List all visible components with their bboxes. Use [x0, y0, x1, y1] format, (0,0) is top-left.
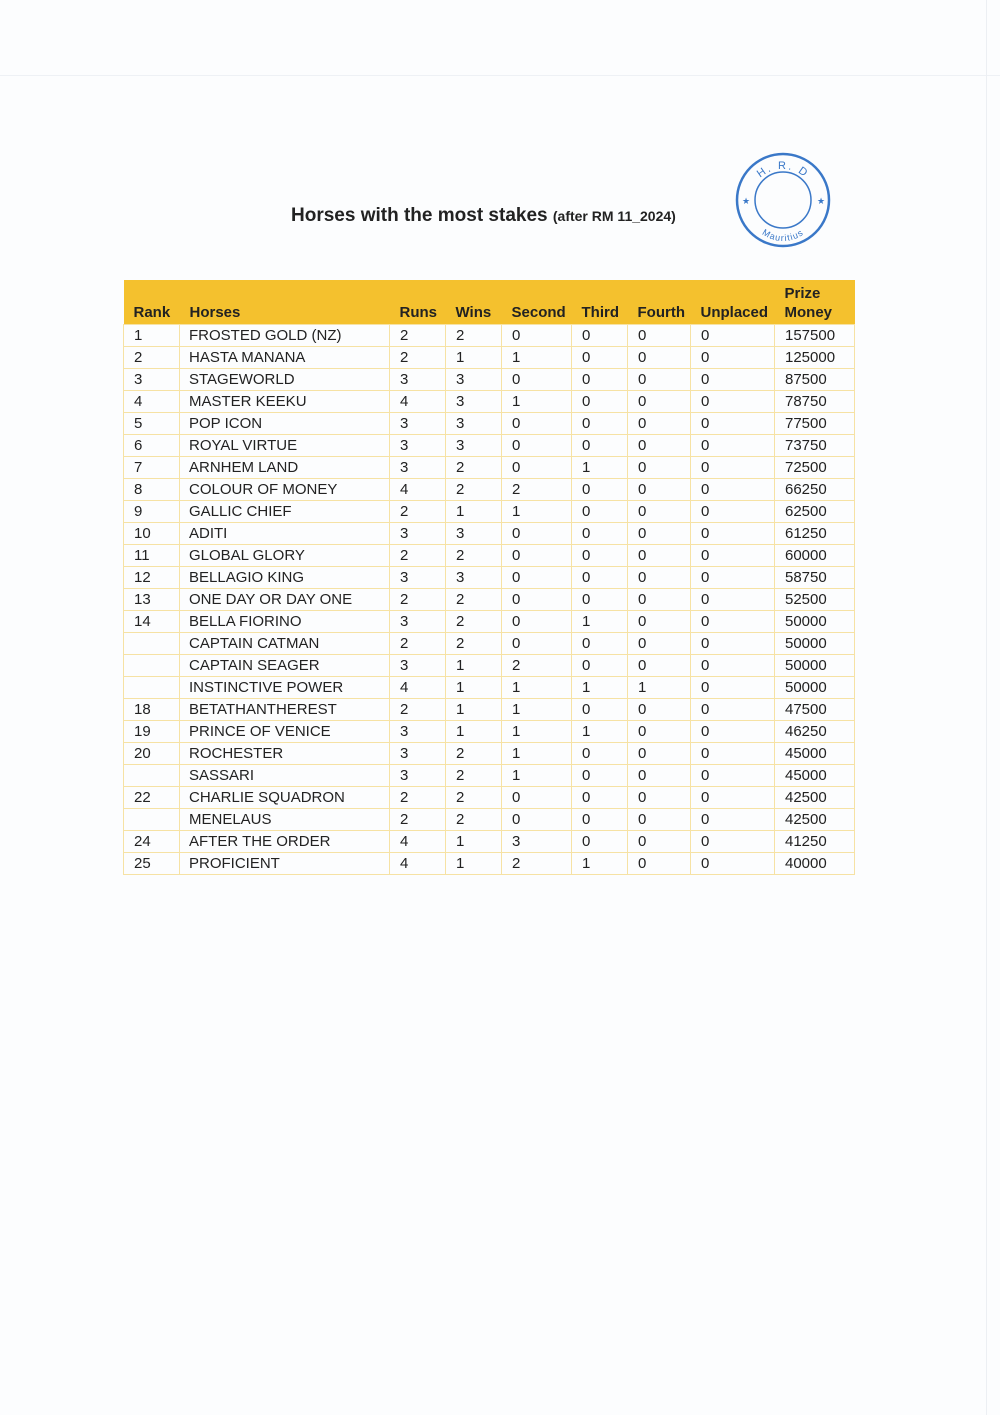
cell-runs: 2 [390, 699, 446, 721]
cell-unplaced: 0 [691, 633, 775, 655]
table-row [124, 325, 855, 347]
cell-unplaced: 0 [691, 369, 775, 391]
cell-rank: 10 [124, 523, 180, 545]
cell-second: 0 [502, 787, 572, 809]
cell-runs: 2 [390, 633, 446, 655]
cell-wins: 2 [446, 479, 502, 501]
table-row [124, 523, 855, 545]
cell-prize-money: 125000 [775, 347, 855, 369]
cell-wins: 3 [446, 567, 502, 589]
cell-horse: ARNHEM LAND [180, 457, 390, 479]
cell-horse: BETATHANTHEREST [180, 699, 390, 721]
cell-second: 0 [502, 611, 572, 633]
header-horses: Horses [180, 280, 390, 325]
cell-fourth: 0 [628, 809, 691, 831]
cell-rank: 13 [124, 589, 180, 611]
cell-wins: 2 [446, 633, 502, 655]
cell-rank: 25 [124, 853, 180, 875]
cell-horse: CHARLIE SQUADRON [180, 787, 390, 809]
cell-prize-money: 42500 [775, 809, 855, 831]
cell-rank: 1 [124, 325, 180, 347]
cell-second: 1 [502, 347, 572, 369]
cell-rank: 2 [124, 347, 180, 369]
table-row [124, 567, 855, 589]
header-fourth: Fourth [628, 280, 691, 325]
cell-wins: 2 [446, 457, 502, 479]
cell-third: 1 [572, 853, 628, 875]
cell-second: 2 [502, 479, 572, 501]
cell-unplaced: 0 [691, 743, 775, 765]
cell-rank: 8 [124, 479, 180, 501]
header-prize-line2: Money [784, 304, 833, 321]
cell-third: 0 [572, 391, 628, 413]
cell-fourth: 0 [628, 523, 691, 545]
cell-third: 0 [572, 567, 628, 589]
cell-rank [124, 677, 180, 699]
cell-horse: MENELAUS [180, 809, 390, 831]
cell-unplaced: 0 [691, 435, 775, 457]
cell-third: 1 [572, 611, 628, 633]
cell-runs: 3 [390, 523, 446, 545]
header-rank: Rank [124, 280, 180, 325]
stamp-text-top: H. R. D [754, 160, 812, 181]
cell-prize-money: 50000 [775, 655, 855, 677]
cell-fourth: 0 [628, 369, 691, 391]
cell-prize-money: 50000 [775, 677, 855, 699]
cell-fourth: 0 [628, 391, 691, 413]
cell-second: 0 [502, 809, 572, 831]
cell-third: 0 [572, 809, 628, 831]
header-unplaced: Unplaced [691, 280, 775, 325]
table-row [124, 699, 855, 721]
cell-prize-money: 41250 [775, 831, 855, 853]
cell-fourth: 1 [628, 677, 691, 699]
cell-wins: 2 [446, 787, 502, 809]
cell-prize-money: 45000 [775, 743, 855, 765]
table-row [124, 347, 855, 369]
cell-third: 0 [572, 435, 628, 457]
cell-rank: 20 [124, 743, 180, 765]
cell-prize-money: 87500 [775, 369, 855, 391]
svg-text:★: ★ [742, 196, 751, 206]
cell-fourth: 0 [628, 567, 691, 589]
cell-fourth: 0 [628, 479, 691, 501]
cell-rank [124, 633, 180, 655]
cell-runs: 3 [390, 413, 446, 435]
cell-rank [124, 809, 180, 831]
cell-runs: 4 [390, 677, 446, 699]
cell-unplaced: 0 [691, 523, 775, 545]
cell-second: 0 [502, 633, 572, 655]
cell-wins: 1 [446, 677, 502, 699]
cell-wins: 3 [446, 435, 502, 457]
cell-fourth: 0 [628, 501, 691, 523]
cell-prize-money: 50000 [775, 633, 855, 655]
cell-second: 2 [502, 853, 572, 875]
cell-fourth: 0 [628, 655, 691, 677]
cell-horse: FROSTED GOLD (NZ) [180, 325, 390, 347]
header-wins: Wins [446, 280, 502, 325]
cell-fourth: 0 [628, 457, 691, 479]
cell-rank: 6 [124, 435, 180, 457]
cell-rank: 12 [124, 567, 180, 589]
cell-prize-money: 62500 [775, 501, 855, 523]
cell-third: 1 [572, 721, 628, 743]
header-prize-line1: Prize [784, 285, 821, 302]
cell-prize-money: 60000 [775, 545, 855, 567]
cell-unplaced: 0 [691, 655, 775, 677]
cell-horse: BELLAGIO KING [180, 567, 390, 589]
cell-second: 0 [502, 325, 572, 347]
table-row [124, 369, 855, 391]
cell-horse: AFTER THE ORDER [180, 831, 390, 853]
cell-horse: INSTINCTIVE POWER [180, 677, 390, 699]
cell-unplaced: 0 [691, 589, 775, 611]
cell-third: 1 [572, 457, 628, 479]
cell-wins: 1 [446, 347, 502, 369]
cell-second: 0 [502, 413, 572, 435]
cell-second: 1 [502, 677, 572, 699]
cell-fourth: 0 [628, 831, 691, 853]
cell-unplaced: 0 [691, 501, 775, 523]
cell-second: 0 [502, 567, 572, 589]
cell-prize-money: 157500 [775, 325, 855, 347]
page-top-divider [0, 75, 1000, 76]
cell-fourth: 0 [628, 589, 691, 611]
cell-runs: 3 [390, 721, 446, 743]
cell-unplaced: 0 [691, 347, 775, 369]
cell-runs: 2 [390, 545, 446, 567]
cell-rank: 19 [124, 721, 180, 743]
cell-prize-money: 58750 [775, 567, 855, 589]
cell-third: 0 [572, 523, 628, 545]
cell-third: 0 [572, 325, 628, 347]
cell-unplaced: 0 [691, 831, 775, 853]
cell-prize-money: 72500 [775, 457, 855, 479]
cell-horse: GLOBAL GLORY [180, 545, 390, 567]
table-row [124, 479, 855, 501]
title-main: Horses with the most stakes [291, 205, 548, 226]
cell-second: 0 [502, 435, 572, 457]
cell-unplaced: 0 [691, 611, 775, 633]
table-row [124, 721, 855, 743]
cell-horse: BELLA FIORINO [180, 611, 390, 633]
cell-rank: 11 [124, 545, 180, 567]
cell-runs: 3 [390, 765, 446, 787]
cell-fourth: 0 [628, 743, 691, 765]
cell-fourth: 0 [628, 347, 691, 369]
cell-prize-money: 47500 [775, 699, 855, 721]
table-row [124, 677, 855, 699]
cell-wins: 3 [446, 523, 502, 545]
cell-third: 1 [572, 677, 628, 699]
cell-runs: 4 [390, 831, 446, 853]
cell-second: 0 [502, 589, 572, 611]
cell-prize-money: 46250 [775, 721, 855, 743]
cell-wins: 1 [446, 655, 502, 677]
cell-runs: 3 [390, 457, 446, 479]
cell-unplaced: 0 [691, 809, 775, 831]
table-row [124, 831, 855, 853]
cell-horse: STAGEWORLD [180, 369, 390, 391]
cell-rank [124, 655, 180, 677]
stakes-table [123, 280, 855, 875]
cell-third: 0 [572, 787, 628, 809]
cell-wins: 3 [446, 369, 502, 391]
cell-fourth: 0 [628, 765, 691, 787]
cell-prize-money: 66250 [775, 479, 855, 501]
cell-third: 0 [572, 765, 628, 787]
cell-fourth: 0 [628, 721, 691, 743]
cell-third: 0 [572, 369, 628, 391]
table-row [124, 545, 855, 567]
cell-third: 0 [572, 545, 628, 567]
cell-prize-money: 42500 [775, 787, 855, 809]
cell-fourth: 0 [628, 633, 691, 655]
hrd-stamp-icon [728, 150, 838, 250]
cell-rank: 18 [124, 699, 180, 721]
table-body [124, 325, 855, 875]
table-row [124, 655, 855, 677]
cell-rank [124, 765, 180, 787]
table-row [124, 853, 855, 875]
cell-fourth: 0 [628, 413, 691, 435]
cell-second: 1 [502, 721, 572, 743]
cell-rank: 3 [124, 369, 180, 391]
cell-unplaced: 0 [691, 479, 775, 501]
cell-horse: CAPTAIN CATMAN [180, 633, 390, 655]
cell-wins: 3 [446, 391, 502, 413]
table-row [124, 743, 855, 765]
cell-horse: MASTER KEEKU [180, 391, 390, 413]
cell-unplaced: 0 [691, 787, 775, 809]
cell-unplaced: 0 [691, 391, 775, 413]
table-row [124, 765, 855, 787]
cell-unplaced: 0 [691, 677, 775, 699]
cell-second: 1 [502, 765, 572, 787]
cell-unplaced: 0 [691, 325, 775, 347]
cell-wins: 1 [446, 699, 502, 721]
cell-wins: 2 [446, 765, 502, 787]
cell-second: 0 [502, 523, 572, 545]
cell-wins: 2 [446, 611, 502, 633]
cell-horse: SASSARI [180, 765, 390, 787]
cell-horse: ONE DAY OR DAY ONE [180, 589, 390, 611]
cell-fourth: 0 [628, 435, 691, 457]
cell-third: 0 [572, 347, 628, 369]
cell-third: 0 [572, 831, 628, 853]
cell-runs: 2 [390, 325, 446, 347]
cell-horse: PROFICIENT [180, 853, 390, 875]
cell-rank: 14 [124, 611, 180, 633]
table-row [124, 787, 855, 809]
cell-horse: COLOUR OF MONEY [180, 479, 390, 501]
cell-runs: 3 [390, 611, 446, 633]
cell-runs: 3 [390, 743, 446, 765]
cell-wins: 2 [446, 325, 502, 347]
table-row [124, 589, 855, 611]
cell-runs: 3 [390, 435, 446, 457]
header-runs: Runs [390, 280, 446, 325]
cell-horse: ROCHESTER [180, 743, 390, 765]
cell-second: 0 [502, 369, 572, 391]
cell-unplaced: 0 [691, 545, 775, 567]
cell-rank: 22 [124, 787, 180, 809]
title-subtitle: (after RM 11_2024) [552, 208, 676, 224]
table-row [124, 413, 855, 435]
cell-second: 2 [502, 655, 572, 677]
cell-prize-money: 50000 [775, 611, 855, 633]
cell-fourth: 0 [628, 611, 691, 633]
cell-prize-money: 78750 [775, 391, 855, 413]
table-row [124, 611, 855, 633]
svg-text:H. R. D [755, 160, 811, 180]
cell-runs: 3 [390, 567, 446, 589]
cell-prize-money: 52500 [775, 589, 855, 611]
cell-wins: 2 [446, 809, 502, 831]
cell-horse: HASTA MANANA [180, 347, 390, 369]
cell-unplaced: 0 [691, 699, 775, 721]
cell-prize-money: 40000 [775, 853, 855, 875]
cell-second: 1 [502, 699, 572, 721]
cell-rank: 24 [124, 831, 180, 853]
cell-runs: 3 [390, 655, 446, 677]
cell-second: 1 [502, 391, 572, 413]
cell-unplaced: 0 [691, 567, 775, 589]
cell-second: 0 [502, 545, 572, 567]
table-row [124, 501, 855, 523]
cell-rank: 9 [124, 501, 180, 523]
cell-wins: 2 [446, 743, 502, 765]
cell-horse: CAPTAIN SEAGER [180, 655, 390, 677]
cell-horse: POP ICON [180, 413, 390, 435]
header-third: Third [572, 280, 628, 325]
cell-horse: PRINCE OF VENICE [180, 721, 390, 743]
cell-runs: 2 [390, 501, 446, 523]
cell-second: 3 [502, 831, 572, 853]
table-row [124, 435, 855, 457]
stamp-text-bottom: Mauritius [760, 227, 806, 244]
table-row [124, 457, 855, 479]
cell-unplaced: 0 [691, 457, 775, 479]
cell-wins: 1 [446, 831, 502, 853]
cell-second: 1 [502, 501, 572, 523]
cell-runs: 4 [390, 853, 446, 875]
cell-wins: 1 [446, 853, 502, 875]
page-right-edge [986, 0, 987, 1415]
cell-prize-money: 45000 [775, 765, 855, 787]
cell-unplaced: 0 [691, 853, 775, 875]
cell-third: 0 [572, 743, 628, 765]
svg-text:★: ★ [817, 196, 826, 206]
cell-fourth: 0 [628, 545, 691, 567]
cell-third: 0 [572, 699, 628, 721]
cell-wins: 3 [446, 413, 502, 435]
header-second: Second [502, 280, 572, 325]
cell-runs: 3 [390, 369, 446, 391]
cell-horse: ADITI [180, 523, 390, 545]
cell-prize-money: 61250 [775, 523, 855, 545]
cell-second: 0 [502, 457, 572, 479]
cell-unplaced: 0 [691, 413, 775, 435]
cell-third: 0 [572, 655, 628, 677]
table-row [124, 391, 855, 413]
cell-third: 0 [572, 479, 628, 501]
cell-prize-money: 77500 [775, 413, 855, 435]
cell-runs: 2 [390, 589, 446, 611]
cell-rank: 7 [124, 457, 180, 479]
cell-third: 0 [572, 501, 628, 523]
table-row [124, 809, 855, 831]
cell-runs: 4 [390, 391, 446, 413]
cell-runs: 2 [390, 347, 446, 369]
cell-prize-money: 73750 [775, 435, 855, 457]
cell-wins: 1 [446, 501, 502, 523]
cell-fourth: 0 [628, 787, 691, 809]
cell-runs: 4 [390, 479, 446, 501]
cell-third: 0 [572, 633, 628, 655]
cell-wins: 2 [446, 545, 502, 567]
cell-rank: 5 [124, 413, 180, 435]
cell-third: 0 [572, 589, 628, 611]
cell-wins: 2 [446, 589, 502, 611]
cell-second: 1 [502, 743, 572, 765]
cell-unplaced: 0 [691, 765, 775, 787]
cell-unplaced: 0 [691, 721, 775, 743]
cell-third: 0 [572, 413, 628, 435]
cell-horse: ROYAL VIRTUE [180, 435, 390, 457]
table-row [124, 633, 855, 655]
cell-wins: 1 [446, 721, 502, 743]
cell-runs: 2 [390, 787, 446, 809]
cell-rank: 4 [124, 391, 180, 413]
cell-horse: GALLIC CHIEF [180, 501, 390, 523]
header-prize-money [775, 280, 855, 325]
page-title [291, 205, 676, 227]
svg-text:Mauritius [761, 227, 806, 243]
cell-fourth: 0 [628, 853, 691, 875]
table-header-row [124, 280, 855, 325]
cell-fourth: 0 [628, 325, 691, 347]
cell-fourth: 0 [628, 699, 691, 721]
cell-runs: 2 [390, 809, 446, 831]
